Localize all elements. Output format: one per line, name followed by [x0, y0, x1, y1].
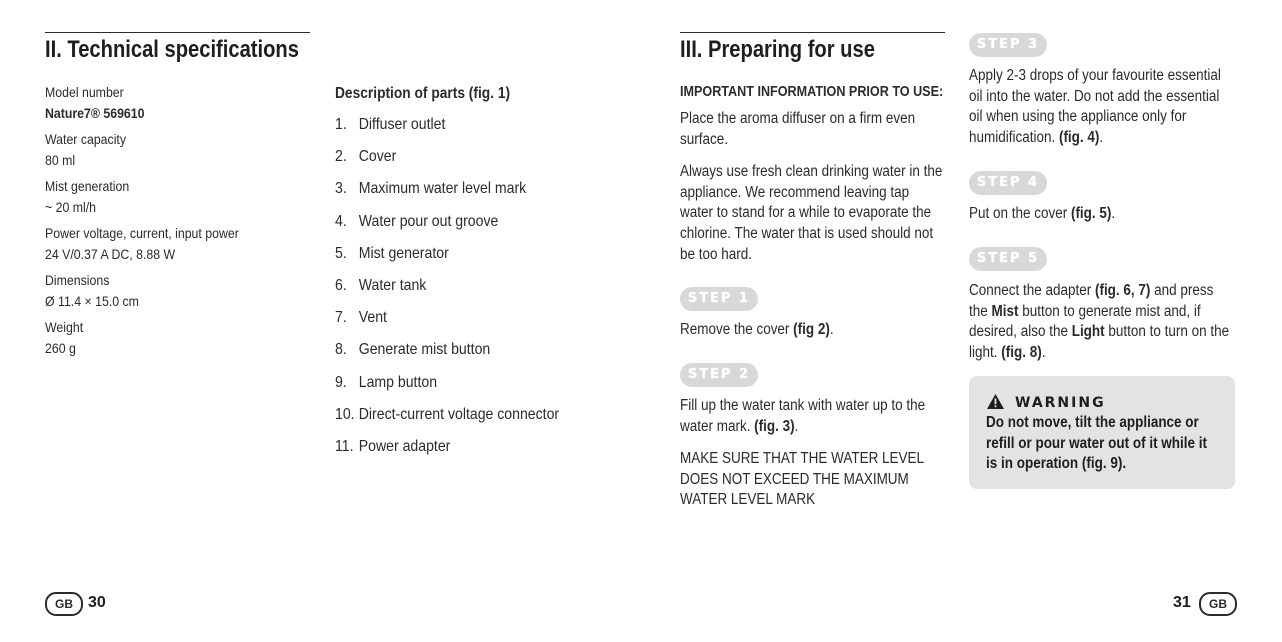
step-text: Put on the cover: [969, 205, 1071, 222]
figure-reference: (fig. 8): [1001, 344, 1042, 362]
parts-list: [335, 113, 590, 467]
item-number: 6.: [335, 276, 347, 294]
item-number: 1.: [335, 116, 347, 133]
spec-value: Ø 11.4 × 15.0 cm: [45, 293, 139, 309]
item-number: 10.: [335, 405, 355, 423]
page-number-left: 30: [88, 594, 106, 611]
warning-title: WARNING: [1015, 395, 1106, 411]
item-number: 9.: [335, 373, 347, 391]
spec-label: Model number: [45, 84, 124, 100]
item-number: 4.: [335, 212, 347, 230]
item-label: Power adapter: [358, 437, 451, 455]
list-item: [335, 371, 559, 403]
spec-value: ~ 20 ml/h: [45, 199, 97, 215]
step-text: Apply 2-3 drops of your favourite essential oil into the water. Do not add the essential oil when using the appliance only for humidification.: [969, 67, 1221, 147]
item-number: 3.: [335, 180, 347, 198]
spec-label: Power voltage, current, input power: [45, 225, 239, 241]
figure-reference: (fig. 5): [1070, 205, 1112, 222]
list-item: [335, 210, 559, 242]
punctuation: .: [1111, 205, 1116, 222]
important-heading: IMPORTANT INFORMATION PRIOR TO USE:: [680, 83, 944, 100]
step-label: STEP 3: [976, 37, 1040, 52]
light-button-name: Light: [1071, 323, 1105, 341]
list-item: [335, 338, 559, 370]
warning-box: [969, 376, 1235, 489]
step-text: Connect the adapter: [969, 282, 1095, 299]
spec-value: Nature7® 569610: [45, 105, 145, 121]
step-5-text: [969, 281, 1234, 364]
page-title-preparing-for-use: III. Preparing for use: [680, 36, 875, 63]
item-label: Water tank: [358, 276, 427, 294]
warning-text: Do not move, tilt the appliance or refill or pour water out of it while it is in operation (fig. 9).: [986, 414, 1208, 473]
item-number: 8.: [335, 341, 347, 359]
spec-label: Mist generation: [45, 178, 130, 194]
list-item: [335, 113, 559, 145]
item-number: 11.: [335, 437, 354, 455]
list-item: [335, 242, 559, 274]
step-2-badge: [680, 363, 758, 387]
spec-value: 260 g: [45, 340, 76, 356]
punctuation: .: [1099, 129, 1104, 147]
punctuation: .: [1041, 344, 1046, 362]
step-1-text: [680, 320, 945, 341]
spec-label: Water capacity: [45, 131, 127, 147]
list-item: [335, 403, 559, 435]
step-label: STEP 5: [976, 251, 1040, 266]
step-label: STEP 1: [687, 291, 751, 306]
item-label: Generate mist button: [358, 341, 491, 359]
list-item: [335, 435, 559, 467]
list-item: [335, 306, 559, 338]
spec-label: Weight: [45, 319, 84, 335]
water-paragraph: Always use fresh clean drinking water in the appliance. We recommend leaving tap water to stand for a while to evaporate the chlorine. The water that is used should not be too hard.: [680, 163, 943, 263]
list-item: [335, 145, 559, 177]
step-3-badge: [969, 33, 1047, 57]
item-number: 5.: [335, 244, 347, 262]
item-label: Lamp button: [358, 373, 438, 391]
spec-value: 24 V/0.37 A DC, 8.88 W: [45, 246, 176, 262]
warning-triangle-icon: [986, 393, 1005, 410]
page-title-technical-specifications: II. Technical specifications: [45, 36, 299, 63]
parts-heading: Description of parts (fig. 1): [335, 85, 511, 102]
step-4-badge: [969, 171, 1047, 195]
water-level-caution: MAKE SURE THAT THE WATER LEVEL DOES NOT EXCEED THE MAXIMUM WATER LEVEL MARK: [680, 450, 924, 509]
placement-paragraph: Place the aroma diffuser on a firm even surface.: [680, 110, 916, 148]
step-text: Remove the cover: [680, 321, 794, 338]
figure-reference: (fig. 6, 7): [1094, 282, 1151, 299]
item-label: Cover: [358, 148, 397, 166]
list-item: [335, 274, 559, 306]
item-label: Water pour out groove: [358, 212, 499, 230]
punctuation: .: [829, 321, 834, 338]
step-text: Fill up the water tank with water up to the water mark.: [680, 397, 926, 435]
item-label: Direct-current voltage connector: [358, 405, 560, 423]
item-number: 2.: [335, 148, 347, 166]
page-number-right: 31: [1173, 594, 1191, 611]
list-item: [335, 177, 559, 209]
spec-value: 80 ml: [45, 152, 76, 168]
item-label: Vent: [358, 309, 387, 327]
step-label: STEP 2: [687, 367, 751, 382]
item-label: Maximum water level mark: [358, 180, 527, 198]
step-label: STEP 4: [976, 175, 1040, 190]
item-label: Mist generator: [358, 244, 449, 262]
figure-reference: (fig 2): [793, 321, 830, 338]
step-text: button to generate mist and, if desired, also the: [969, 302, 1201, 341]
left-title-rule: [45, 32, 310, 33]
punctuation: .: [794, 417, 799, 435]
item-label: Diffuser outlet: [358, 116, 446, 133]
step-1-badge: [680, 287, 758, 311]
right-title-rule: [680, 32, 945, 33]
figure-reference: (fig. 3): [754, 417, 795, 435]
gb-language-badge-right: GB: [1199, 592, 1237, 616]
gb-language-badge-left: GB: [45, 592, 83, 616]
item-number: 7.: [335, 309, 347, 327]
step-5-badge: [969, 247, 1047, 271]
step-text: button to turn on the light.: [969, 323, 1230, 362]
figure-reference: (fig. 4): [1058, 129, 1100, 147]
spec-label: Dimensions: [45, 272, 110, 288]
step-3-text: [969, 66, 1234, 149]
mist-button-name: Mist: [991, 302, 1019, 320]
step-2-text: [680, 396, 932, 437]
step-4-text: [969, 204, 1234, 225]
step-text: and press the: [969, 282, 1214, 320]
